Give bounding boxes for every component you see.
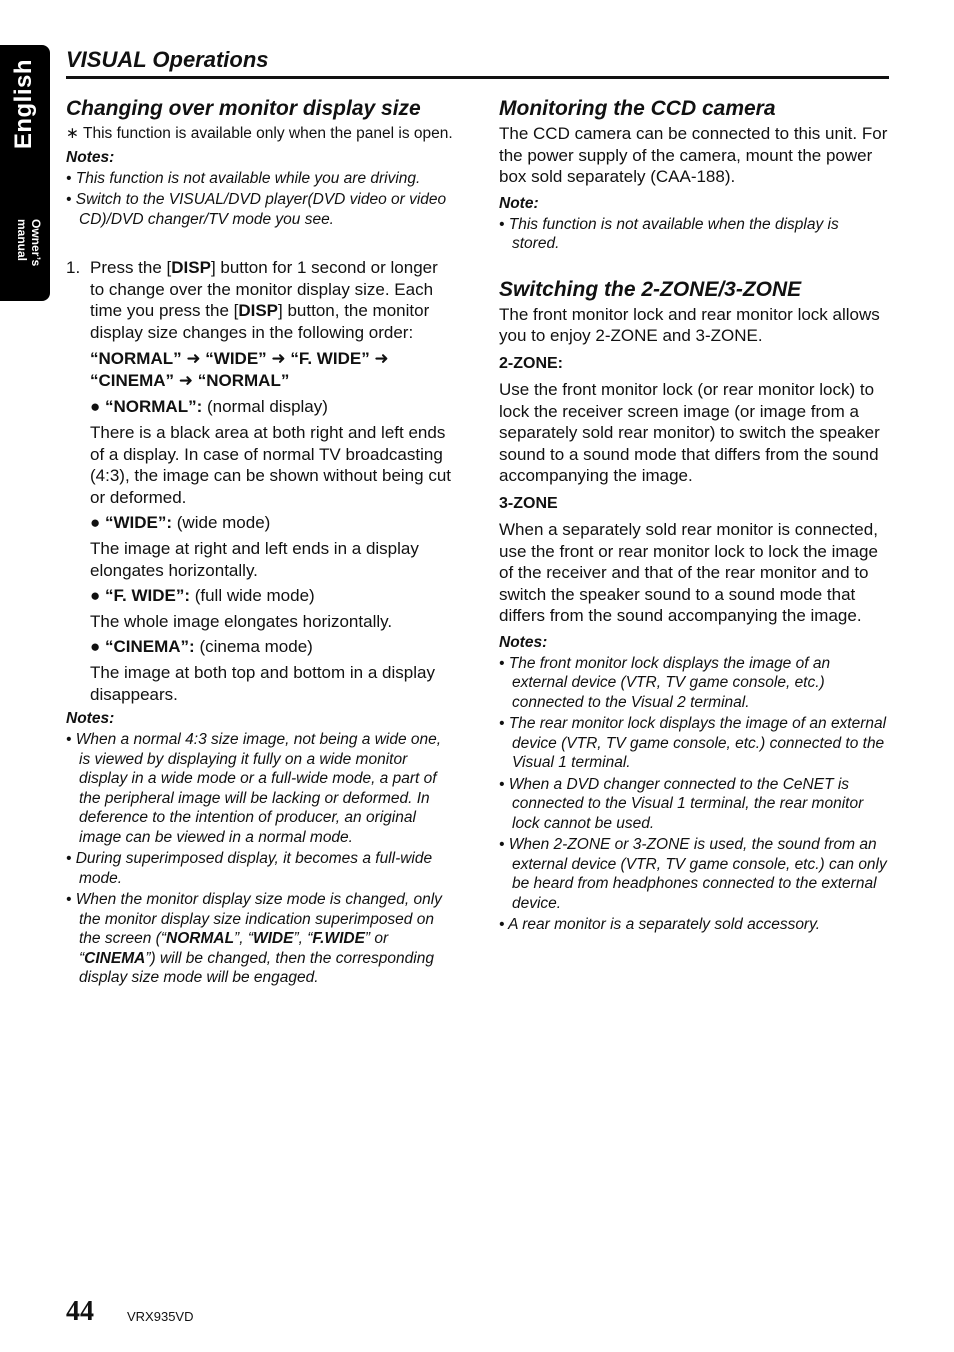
right-column: [499, 95, 889, 937]
note-label: Note:: [499, 194, 539, 212]
note-item: • This function is not available when the display is stored.: [499, 215, 839, 253]
section-title: VISUAL Operations: [66, 47, 269, 72]
mode-wide: [90, 512, 456, 534]
step-text-part: ] button for 1 second or longer to change over the monitor display size. Each time you press the [: [90, 258, 438, 321]
ccd-camera-heading: Monitoring the CCD camera: [499, 97, 776, 120]
mode-sequence: “NORMAL” ➜ “WIDE” ➜ “F. WIDE” ➜ “CINEMA” ➜ “NORMAL”: [90, 349, 389, 391]
display-size-heading: Changing over monitor display size: [66, 97, 421, 120]
mode-name: ● “NORMAL”:: [90, 397, 203, 417]
availability-note: ∗ This function is available only when the panel is open.: [66, 125, 453, 142]
zone3-text: When a separately sold rear monitor is connected, use the front or rear monitor lock to lock the image of the receiver and that of the rear monitor and to switch the speaker sound to a sound mode that differs from the sound accompanying the image.: [499, 519, 878, 626]
left-column: [66, 95, 456, 990]
mode-name: ● “WIDE”:: [90, 513, 173, 533]
mode-description: The image at right and left ends in a display elongates horizontally.: [90, 538, 419, 580]
step-text: [90, 257, 456, 343]
note-item: • Switch to the VISUAL/DVD player(DVD video or video CD)/DVD changer/TV mode you see.: [66, 191, 447, 228]
header-rule: [66, 76, 889, 79]
mode-description: There is a black area at both right and left ends of a display. In case of normal TV broadcasting (4:3), the image can be shown without being cut or deformed.: [90, 422, 451, 507]
zone-intro: The front monitor lock and rear monitor lock allows you to enjoy 2-ZONE and 3-ZONE.: [499, 304, 880, 346]
notes-label: Notes:: [66, 148, 115, 166]
note-mode-name: NORMAL: [166, 930, 235, 948]
note-mode-name: CINEMA: [84, 949, 146, 967]
notes-label: Notes:: [66, 710, 115, 728]
note-item: • The front monitor lock displays the image of an external device (VTR, TV game console, etc.) connected to the Visual 2 terminal.: [499, 654, 831, 711]
note-item: • The rear monitor lock displays the image of an external device (VTR, TV game console, etc.) connected to the Visual 1 terminal.: [499, 715, 887, 772]
zone-heading: Switching the 2-ZONE/3-ZONE: [499, 277, 802, 301]
note-text-part: ”, “: [293, 930, 313, 948]
note-text-part: ”) will be changed, then the corresponding display size mode will be engaged.: [79, 949, 434, 987]
language-side-tab: [0, 45, 50, 301]
notes-list: [66, 730, 456, 988]
note-mode-name: WIDE: [252, 930, 294, 948]
notes-list: [66, 169, 456, 230]
mode-paren: (wide mode): [172, 513, 271, 533]
mode-full-wide: [90, 585, 456, 607]
page-number: 44: [66, 1296, 94, 1327]
zone3-label: 3-ZONE: [499, 494, 558, 512]
mode-description: The image at both top and bottom in a display disappears.: [90, 662, 435, 704]
mode-name: ● “F. WIDE”:: [90, 586, 190, 606]
note-item: • A rear monitor is a separately sold accessory.: [499, 916, 821, 934]
mode-paren: (full wide mode): [189, 586, 315, 606]
step-1: [66, 257, 456, 343]
side-tab-language: English: [10, 59, 37, 150]
zone2-label: 2-ZONE:: [499, 354, 563, 372]
note-item: [66, 890, 456, 988]
mode-paren: (cinema mode): [194, 637, 313, 657]
note-item: • When a normal 4:3 size image, not being a wide one, is viewed by displaying it fully on a wide monitor display in a wide mode or a full-wide mode, a part of the peripheral image will be lacking or deformed. In deference to the intention of producer, an original image can be viewed in a normal mode.: [66, 731, 442, 846]
mode-name: ● “CINEMA”:: [90, 637, 195, 657]
step-text-part: Press the [: [90, 258, 172, 277]
note-mode-name: F.WIDE: [312, 930, 365, 948]
step-text-part: ] button, the monitor display size changes in the following order:: [90, 301, 430, 342]
note-item: • This function is not available while you are driving.: [66, 169, 421, 187]
note-item: • When a DVD changer connected to the CeNET is connected to the Visual 1 terminal, the rear monitor lock cannot be used.: [499, 775, 864, 832]
mode-description: The whole image elongates horizontally.: [90, 611, 393, 631]
zone2-text: Use the front monitor lock (or rear monitor lock) to lock the receiver screen image (or image from a separately sold rear monitor) to switch the speaker sound to a sound mode that differs from the sound accompanying the image.: [499, 379, 880, 486]
side-tab-subtitle: Owner’s manual: [15, 219, 43, 267]
disp-key-label: DISP: [171, 258, 211, 277]
note-item: • During superimposed display, it becomes a full-wide mode.: [66, 850, 433, 887]
ccd-camera-text: The CCD camera can be connected to this unit. For the power supply of the camera, mount the power box sold separately (CAA-188).: [499, 124, 888, 187]
disp-key-label: DISP: [238, 301, 279, 321]
note-text-part: ” or “: [79, 930, 389, 967]
notes-list: [499, 215, 889, 254]
note-text-part: • When the monitor display size mode is changed, only the monitor display size indication superimposed on the screen (“: [66, 891, 442, 948]
mode-cinema: [90, 636, 456, 658]
notes-label: Notes:: [499, 633, 548, 651]
note-item: • When 2-ZONE or 3-ZONE is used, the sound from an external device (VTR, TV game console, etc.) can only be heard from headphones connected to the external device.: [499, 836, 887, 912]
step-number: 1.: [66, 258, 81, 277]
mode-normal: [90, 396, 456, 418]
notes-list: [499, 654, 889, 935]
mode-paren: (normal display): [202, 397, 328, 417]
note-text-part: ”, “: [234, 930, 253, 948]
model-number: VRX935VD: [127, 1309, 194, 1324]
